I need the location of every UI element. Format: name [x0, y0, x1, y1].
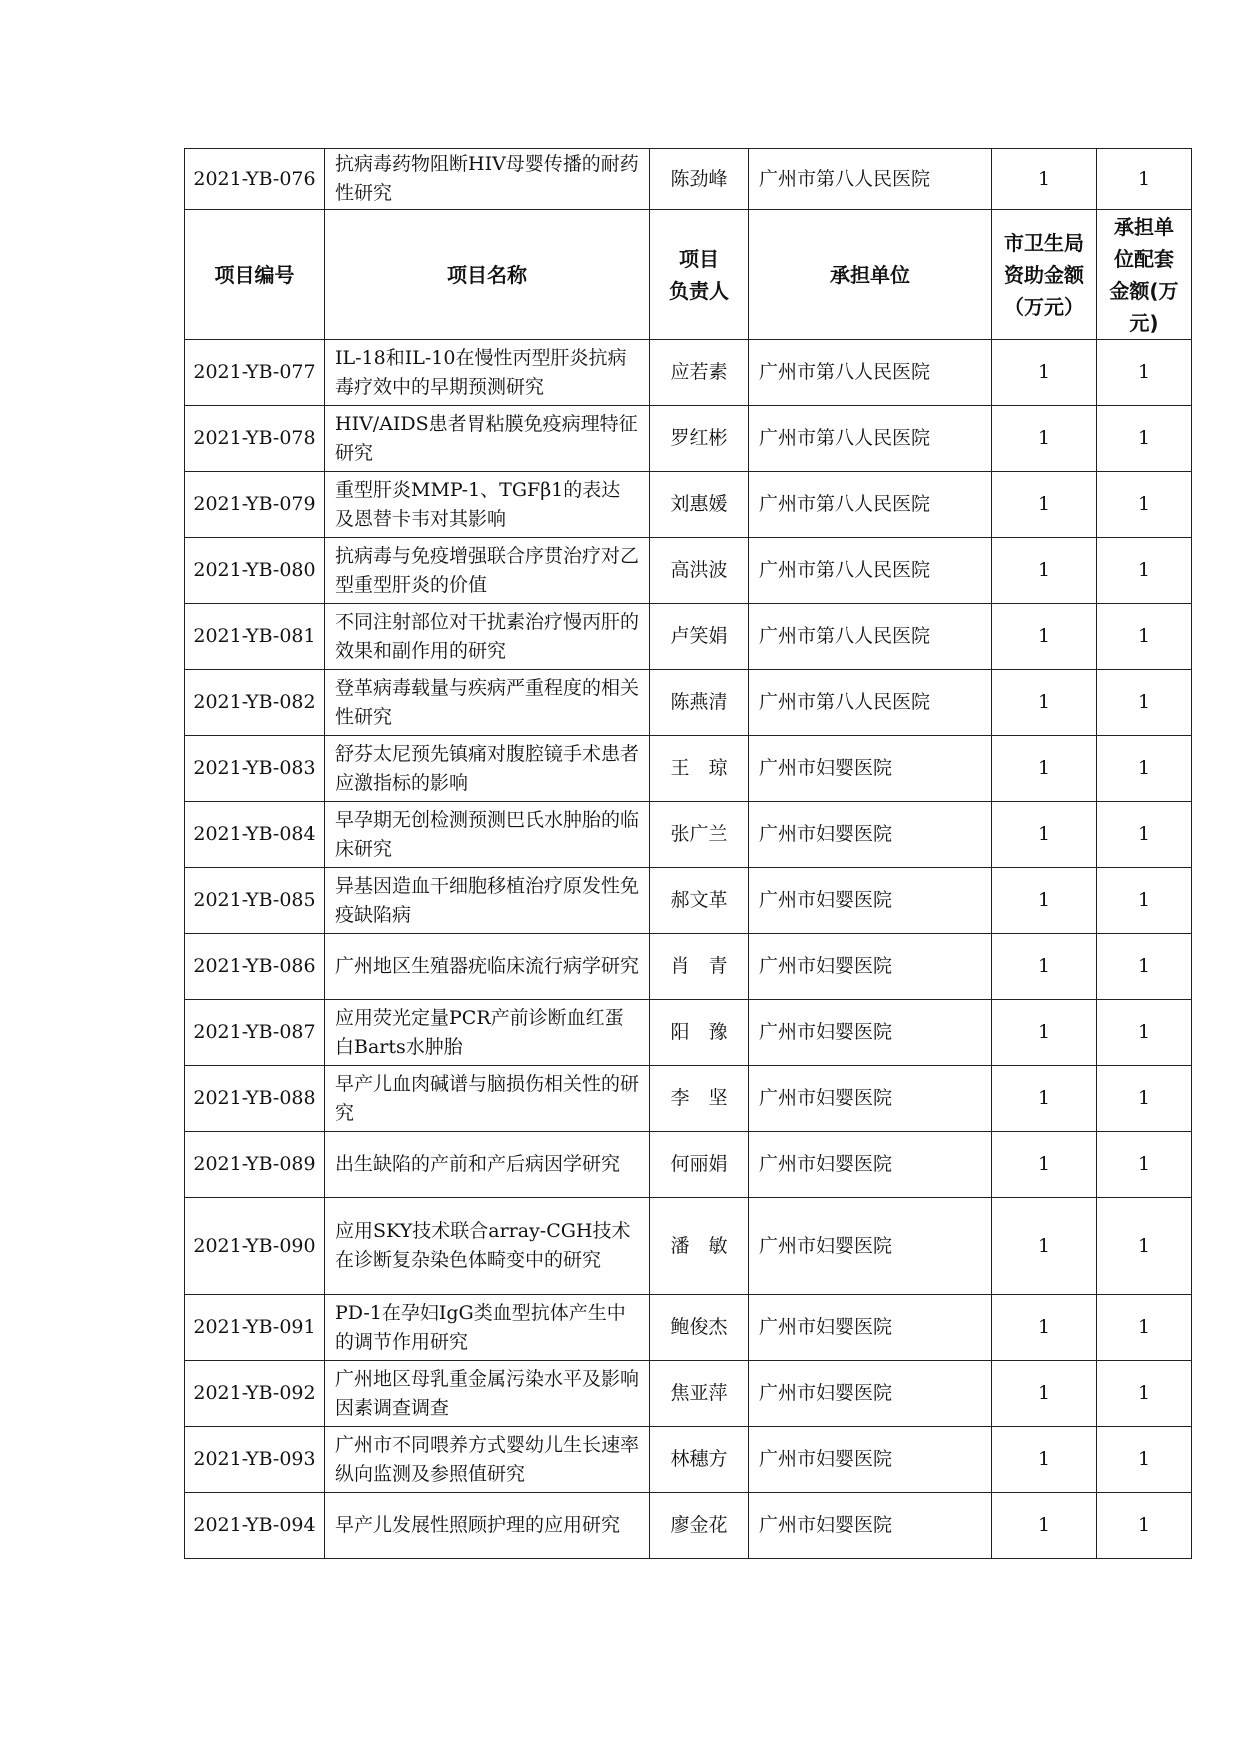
undertaking-unit-cell: 广州市第八人民医院	[749, 149, 992, 210]
undertaking-unit-cell: 广州市妇婴医院	[749, 1132, 992, 1198]
project-leader-cell: 罗红彬	[650, 406, 749, 472]
header-project-name: 项目名称	[325, 210, 650, 340]
project-name-cell: 登革病毒载量与疾病严重程度的相关性研究	[325, 670, 650, 736]
unit-funding-cell: 1	[1097, 472, 1192, 538]
undertaking-unit-cell: 广州市妇婴医院	[749, 868, 992, 934]
city-funding-cell: 1	[992, 934, 1097, 1000]
unit-funding-cell: 1	[1097, 934, 1192, 1000]
project-leader-cell: 焦亚萍	[650, 1361, 749, 1427]
undertaking-unit-cell: 广州市妇婴医院	[749, 1493, 992, 1559]
project-code-cell: 2021-YB-087	[185, 1000, 325, 1066]
undertaking-unit-cell: 广州市妇婴医院	[749, 736, 992, 802]
city-funding-cell: 1	[992, 149, 1097, 210]
unit-funding-cell: 1	[1097, 802, 1192, 868]
project-leader-cell: 应若素	[650, 340, 749, 406]
project-code-cell: 2021-YB-085	[185, 868, 325, 934]
table-row	[185, 670, 1192, 736]
city-funding-cell: 1	[992, 340, 1097, 406]
unit-funding-cell: 1	[1097, 1361, 1192, 1427]
table-row	[185, 1198, 1192, 1295]
city-funding-cell: 1	[992, 736, 1097, 802]
city-funding-cell: 1	[992, 868, 1097, 934]
project-code-cell: 2021-YB-079	[185, 472, 325, 538]
undertaking-unit-cell: 广州市妇婴医院	[749, 1427, 992, 1493]
header-undertaking-unit: 承担单位	[749, 210, 992, 340]
table-row	[185, 1132, 1192, 1198]
project-leader-cell: 何丽娟	[650, 1132, 749, 1198]
unit-funding-cell: 1	[1097, 1295, 1192, 1361]
unit-funding-cell: 1	[1097, 340, 1192, 406]
project-name-cell: 出生缺陷的产前和产后病因学研究	[325, 1132, 650, 1198]
header-project-leader: 项目 负责人	[650, 210, 749, 340]
table-row	[185, 1493, 1192, 1559]
table-header-row	[185, 210, 1192, 340]
project-leader-cell: 卢笑娟	[650, 604, 749, 670]
project-code-cell: 2021-YB-083	[185, 736, 325, 802]
project-table	[184, 148, 1192, 1559]
project-name-cell: HIV/AIDS患者胃粘膜免疫病理特征研究	[325, 406, 650, 472]
project-code-cell: 2021-YB-077	[185, 340, 325, 406]
undertaking-unit-cell: 广州市第八人民医院	[749, 406, 992, 472]
project-code-cell: 2021-YB-092	[185, 1361, 325, 1427]
project-leader-cell: 阳 豫	[650, 1000, 749, 1066]
city-funding-cell: 1	[992, 1493, 1097, 1559]
city-funding-cell: 1	[992, 1066, 1097, 1132]
project-leader-cell: 肖 青	[650, 934, 749, 1000]
city-funding-cell: 1	[992, 604, 1097, 670]
table-row	[185, 1427, 1192, 1493]
project-code-cell: 2021-YB-088	[185, 1066, 325, 1132]
project-name-cell: 舒芬太尼预先镇痛对腹腔镜手术患者应激指标的影响	[325, 736, 650, 802]
unit-funding-cell: 1	[1097, 538, 1192, 604]
project-code-cell: 2021-YB-080	[185, 538, 325, 604]
undertaking-unit-cell: 广州市第八人民医院	[749, 604, 992, 670]
undertaking-unit-cell: 广州市第八人民医院	[749, 340, 992, 406]
table-row	[185, 340, 1192, 406]
table-row	[185, 1361, 1192, 1427]
unit-funding-cell: 1	[1097, 736, 1192, 802]
unit-funding-cell: 1	[1097, 1066, 1192, 1132]
undertaking-unit-cell: 广州市妇婴医院	[749, 802, 992, 868]
table-row	[185, 538, 1192, 604]
table-row	[185, 1066, 1192, 1132]
city-funding-cell: 1	[992, 802, 1097, 868]
header-city-funding: 市卫生局 资助金额 （万元）	[992, 210, 1097, 340]
city-funding-cell: 1	[992, 1198, 1097, 1295]
project-leader-cell: 潘 敏	[650, 1198, 749, 1295]
unit-funding-cell: 1	[1097, 1493, 1192, 1559]
project-name-cell: 早产儿血肉碱谱与脑损伤相关性的研究	[325, 1066, 650, 1132]
project-name-cell: 早孕期无创检测预测巴氏水肿胎的临床研究	[325, 802, 650, 868]
project-code-cell: 2021-YB-090	[185, 1198, 325, 1295]
table-row	[185, 802, 1192, 868]
project-leader-cell: 高洪波	[650, 538, 749, 604]
unit-funding-cell: 1	[1097, 1132, 1192, 1198]
project-name-cell: 异基因造血干细胞移植治疗原发性免疫缺陷病	[325, 868, 650, 934]
header-project-code: 项目编号	[185, 210, 325, 340]
project-leader-cell: 陈燕清	[650, 670, 749, 736]
project-name-cell: 抗病毒与免疫增强联合序贯治疗对乙型重型肝炎的价值	[325, 538, 650, 604]
project-leader-cell: 王 琼	[650, 736, 749, 802]
undertaking-unit-cell: 广州市妇婴医院	[749, 934, 992, 1000]
undertaking-unit-cell: 广州市第八人民医院	[749, 538, 992, 604]
project-leader-cell: 郝文革	[650, 868, 749, 934]
project-leader-cell: 刘惠媛	[650, 472, 749, 538]
project-name-cell: 应用SKY技术联合array-CGH技术在诊断复杂染色体畸变中的研究	[325, 1198, 650, 1295]
city-funding-cell: 1	[992, 1427, 1097, 1493]
project-name-cell: 广州市不同喂养方式婴幼儿生长速率纵向监测及参照值研究	[325, 1427, 650, 1493]
project-name-cell: 抗病毒药物阻断HIV母婴传播的耐药性研究	[325, 149, 650, 210]
project-name-cell: PD-1在孕妇IgG类血型抗体产生中的调节作用研究	[325, 1295, 650, 1361]
project-code-cell: 2021-YB-094	[185, 1493, 325, 1559]
table-row	[185, 149, 1192, 210]
project-code-cell: 2021-YB-084	[185, 802, 325, 868]
table-row	[185, 472, 1192, 538]
project-leader-cell: 林穗方	[650, 1427, 749, 1493]
city-funding-cell: 1	[992, 406, 1097, 472]
project-name-cell: IL-18和IL-10在慢性丙型肝炎抗病毒疗效中的早期预测研究	[325, 340, 650, 406]
table-row	[185, 934, 1192, 1000]
table-row	[185, 736, 1192, 802]
project-code-cell: 2021-YB-082	[185, 670, 325, 736]
table-row	[185, 868, 1192, 934]
unit-funding-cell: 1	[1097, 604, 1192, 670]
undertaking-unit-cell: 广州市妇婴医院	[749, 1295, 992, 1361]
undertaking-unit-cell: 广州市妇婴医院	[749, 1361, 992, 1427]
city-funding-cell: 1	[992, 538, 1097, 604]
unit-funding-cell: 1	[1097, 1427, 1192, 1493]
undertaking-unit-cell: 广州市妇婴医院	[749, 1000, 992, 1066]
undertaking-unit-cell: 广州市第八人民医院	[749, 472, 992, 538]
undertaking-unit-cell: 广州市妇婴医院	[749, 1198, 992, 1295]
unit-funding-cell: 1	[1097, 670, 1192, 736]
undertaking-unit-cell: 广州市妇婴医院	[749, 1066, 992, 1132]
project-code-cell: 2021-YB-078	[185, 406, 325, 472]
project-name-cell: 广州地区母乳重金属污染水平及影响因素调查调查	[325, 1361, 650, 1427]
unit-funding-cell: 1	[1097, 149, 1192, 210]
table-row	[185, 604, 1192, 670]
project-leader-cell: 张广兰	[650, 802, 749, 868]
table-row	[185, 1000, 1192, 1066]
project-table-body	[185, 149, 1192, 1559]
project-code-cell: 2021-YB-086	[185, 934, 325, 1000]
project-leader-cell: 鲍俊杰	[650, 1295, 749, 1361]
table-row	[185, 406, 1192, 472]
unit-funding-cell: 1	[1097, 868, 1192, 934]
city-funding-cell: 1	[992, 1132, 1097, 1198]
project-code-cell: 2021-YB-091	[185, 1295, 325, 1361]
unit-funding-cell: 1	[1097, 406, 1192, 472]
project-name-cell: 不同注射部位对干扰素治疗慢丙肝的效果和副作用的研究	[325, 604, 650, 670]
unit-funding-cell: 1	[1097, 1000, 1192, 1066]
project-leader-cell: 陈劲峰	[650, 149, 749, 210]
project-code-cell: 2021-YB-076	[185, 149, 325, 210]
undertaking-unit-cell: 广州市第八人民医院	[749, 670, 992, 736]
project-code-cell: 2021-YB-081	[185, 604, 325, 670]
city-funding-cell: 1	[992, 472, 1097, 538]
project-leader-cell: 廖金花	[650, 1493, 749, 1559]
project-leader-cell: 李 坚	[650, 1066, 749, 1132]
city-funding-cell: 1	[992, 1295, 1097, 1361]
city-funding-cell: 1	[992, 1000, 1097, 1066]
project-name-cell: 广州地区生殖器疣临床流行病学研究	[325, 934, 650, 1000]
project-name-cell: 重型肝炎MMP-1、TGFβ1的表达及恩替卡韦对其影响	[325, 472, 650, 538]
project-name-cell: 早产儿发展性照顾护理的应用研究	[325, 1493, 650, 1559]
table-row	[185, 1295, 1192, 1361]
project-name-cell: 应用荧光定量PCR产前诊断血红蛋白Barts水肿胎	[325, 1000, 650, 1066]
unit-funding-cell: 1	[1097, 1198, 1192, 1295]
project-code-cell: 2021-YB-093	[185, 1427, 325, 1493]
city-funding-cell: 1	[992, 1361, 1097, 1427]
city-funding-cell: 1	[992, 670, 1097, 736]
header-unit-funding: 承担单 位配套 金额(万 元)	[1097, 210, 1192, 340]
project-code-cell: 2021-YB-089	[185, 1132, 325, 1198]
